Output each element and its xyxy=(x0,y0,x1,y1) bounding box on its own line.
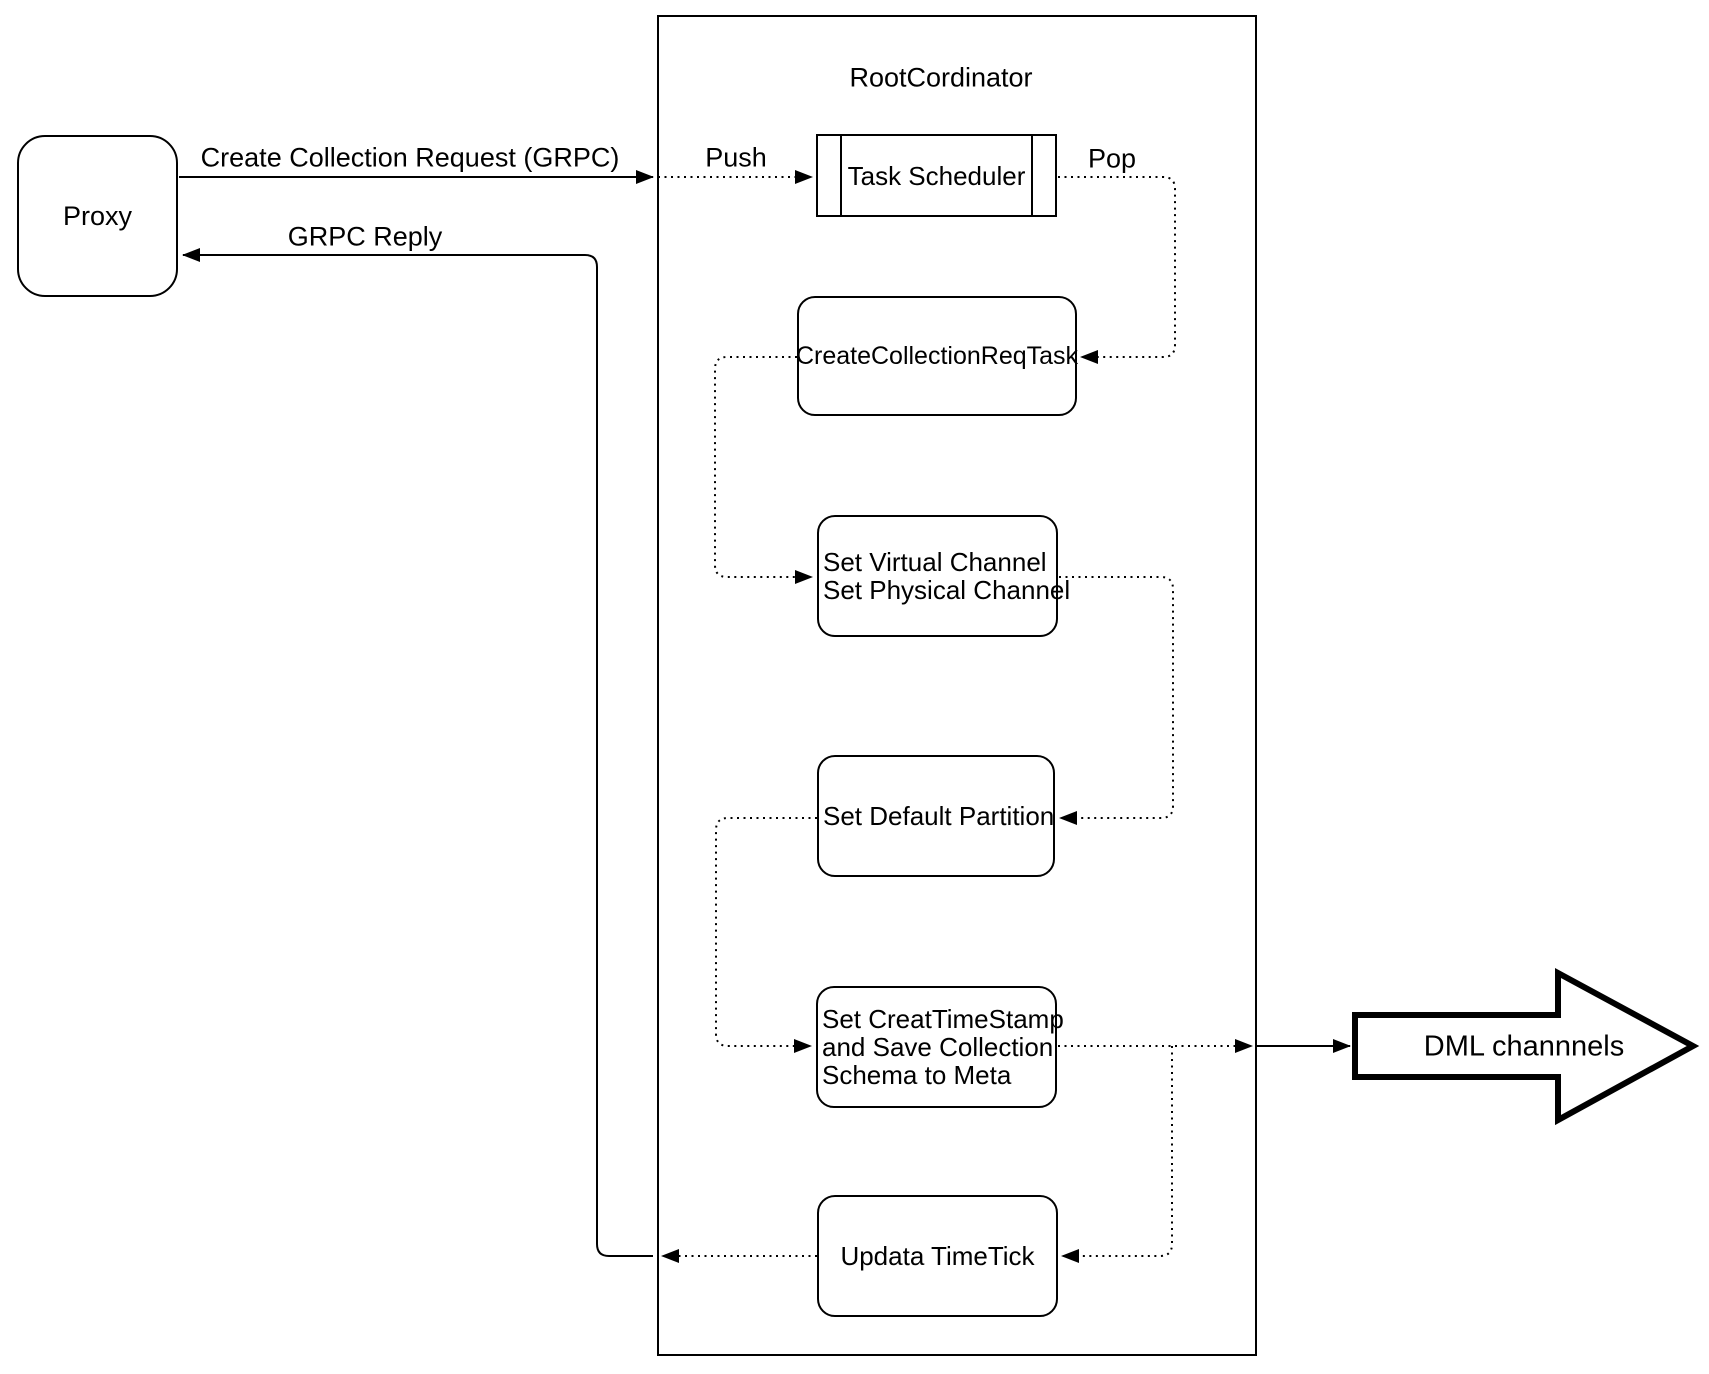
root-coordinator-title: RootCordinator xyxy=(849,62,1033,93)
edge-partition-to-timestamp xyxy=(716,818,817,1046)
set-default-partition-label: Set Default Partition xyxy=(823,801,1055,831)
task-scheduler-left-bar xyxy=(840,136,842,215)
node-set-default-partition xyxy=(817,755,1055,877)
node-update-timetick xyxy=(817,1195,1058,1317)
task-scheduler-right-bar xyxy=(1031,136,1033,215)
node-create-collection-req-task xyxy=(797,296,1077,416)
set-physical-channel-label: Set Physical Channel xyxy=(823,575,1071,605)
create-collection-request-label: Create Collection Request (GRPC) xyxy=(200,142,620,173)
create-collection-req-task-label: CreateCollectionReqTask xyxy=(795,342,1079,370)
set-timestamp-label-line1: Set CreatTimeStamp xyxy=(822,1004,1064,1034)
push-label: Push xyxy=(705,142,767,173)
edge-timestamp-to-timetick xyxy=(1062,1046,1172,1256)
dml-channels-label: DML channnels xyxy=(1423,1030,1625,1063)
node-set-timestamp xyxy=(816,986,1064,1108)
node-task-scheduler xyxy=(816,134,1057,217)
node-proxy xyxy=(17,135,178,297)
proxy-label: Proxy xyxy=(62,201,133,231)
set-virtual-channel-label: Set Virtual Channel xyxy=(823,547,1047,577)
grpc-reply-label: GRPC Reply xyxy=(287,221,443,252)
node-set-channels xyxy=(817,515,1071,637)
set-timestamp-label-line3: Schema to Meta xyxy=(822,1060,1012,1090)
edge-setchannels-to-partition xyxy=(1059,577,1173,818)
pop-label: Pop xyxy=(1087,143,1137,174)
task-scheduler-label: Task Scheduler xyxy=(847,160,1026,191)
set-timestamp-label-line2: and Save Collection xyxy=(822,1032,1054,1062)
edge-grpc-reply xyxy=(183,255,653,1256)
update-timetick-label: Updata TimeTick xyxy=(840,1241,1035,1271)
